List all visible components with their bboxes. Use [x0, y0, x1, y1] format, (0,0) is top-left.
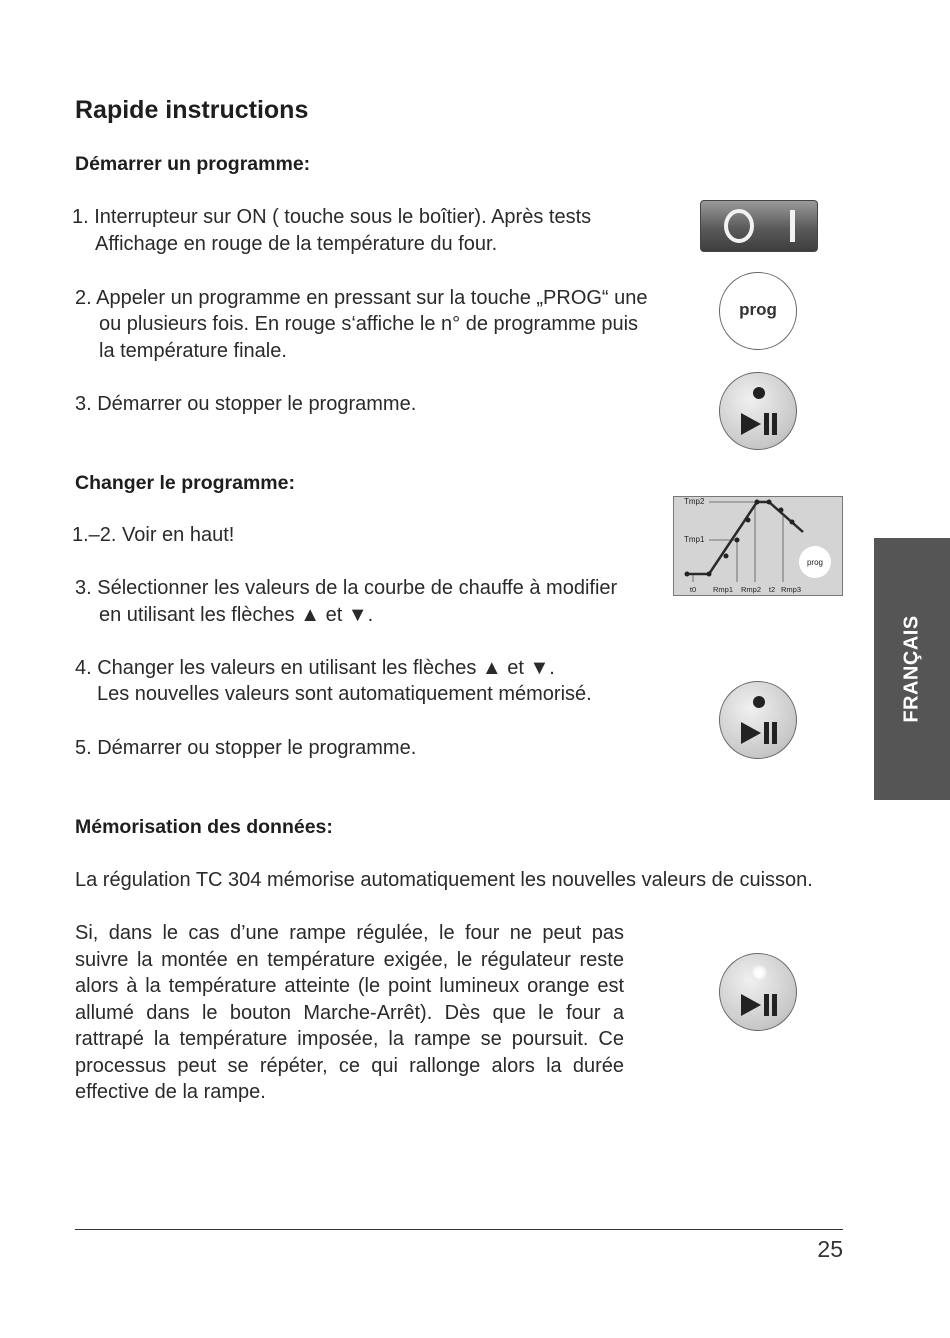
change-step3-line2: en utilisant les flèches ▲ et ▼.	[99, 604, 374, 626]
section-heading-change: Changer le programme:	[75, 472, 295, 494]
indicator-dot-lit	[751, 965, 767, 981]
language-tab-label: FRANÇAIS	[900, 615, 923, 723]
prog-label: prog	[739, 300, 777, 319]
start-stop-button-icon	[719, 372, 797, 450]
x-label-rmp1: Rmp1	[712, 585, 734, 594]
x-label-t0: t0	[689, 585, 697, 594]
memory-para1: La régulation TC 304 mémorise automatiquement les nouvelles valeurs de cuisson.	[75, 869, 813, 891]
change-step3-line1: 3. Sélectionner les valeurs de la courbe de chauffe à modifier	[75, 577, 618, 599]
start-step2-line2: ou plusieurs fois. En rouge s‘affiche le n° de programme puis	[99, 313, 639, 335]
indicator-dot	[753, 387, 765, 399]
prog-button-icon	[719, 272, 797, 350]
change-step5: 5. Démarrer ou stopper le programme.	[75, 737, 417, 759]
tmp1-label: Tmp1	[684, 535, 705, 544]
start-stop-button-icon-3	[719, 953, 797, 1031]
play-pause-icon	[741, 994, 779, 1016]
change-step4-line1: 4. Changer les valeurs en utilisant les flèches ▲ et ▼.	[75, 657, 555, 679]
power-switch-icon	[700, 200, 818, 252]
page-title: Rapide instructions	[75, 96, 309, 124]
heating-curve-diagram	[673, 496, 843, 596]
change-step12: 1.–2. Voir en haut!	[72, 524, 235, 546]
tmp2-label: Tmp2	[684, 497, 705, 506]
start-stop-button-icon-2	[719, 681, 797, 759]
x-label-rmp3: Rmp3	[780, 585, 802, 594]
x-label-t2: t2	[768, 585, 776, 594]
start-step1-line2: Affichage en rouge de la température du four.	[95, 233, 498, 255]
diagram-prog-label: prog	[806, 558, 824, 567]
start-step3: 3. Démarrer ou stopper le programme.	[75, 393, 417, 415]
language-tab	[874, 538, 950, 800]
start-step2-line1: 2. Appeler un programme en pressant sur la touche „PROG“ une	[75, 287, 648, 309]
page-number: 25	[817, 1236, 843, 1262]
start-step2-line3: la température finale.	[99, 340, 287, 362]
start-step1-line1: 1. Interrupteur sur ON ( touche sous le boîtier). Après tests	[72, 206, 592, 228]
play-pause-icon	[741, 413, 779, 435]
section-heading-memory: Mémorisation des données:	[75, 816, 333, 838]
indicator-dot	[753, 696, 765, 708]
x-label-rmp2: Rmp2	[740, 585, 762, 594]
memory-para2: Si, dans le cas d’une rampe régulée, le four ne peut pas suivre la montée en température exigée, le régulateur reste alors à la température atteinte (le point lumineux orange est allumé dans le bouton Marche-Arrêt). Dès que le four a rattrapé la température imposée, la rampe se poursuit. Ce processus peut se répéter, ce qui rallonge alors la durée effective de la rampe.	[75, 922, 624, 1103]
section-heading-start: Démarrer un programme:	[75, 153, 311, 175]
play-pause-icon	[741, 722, 779, 744]
change-step4-line2: Les nouvelles valeurs sont automatiquement mémorisé.	[97, 683, 592, 705]
footer-divider	[75, 1229, 843, 1230]
